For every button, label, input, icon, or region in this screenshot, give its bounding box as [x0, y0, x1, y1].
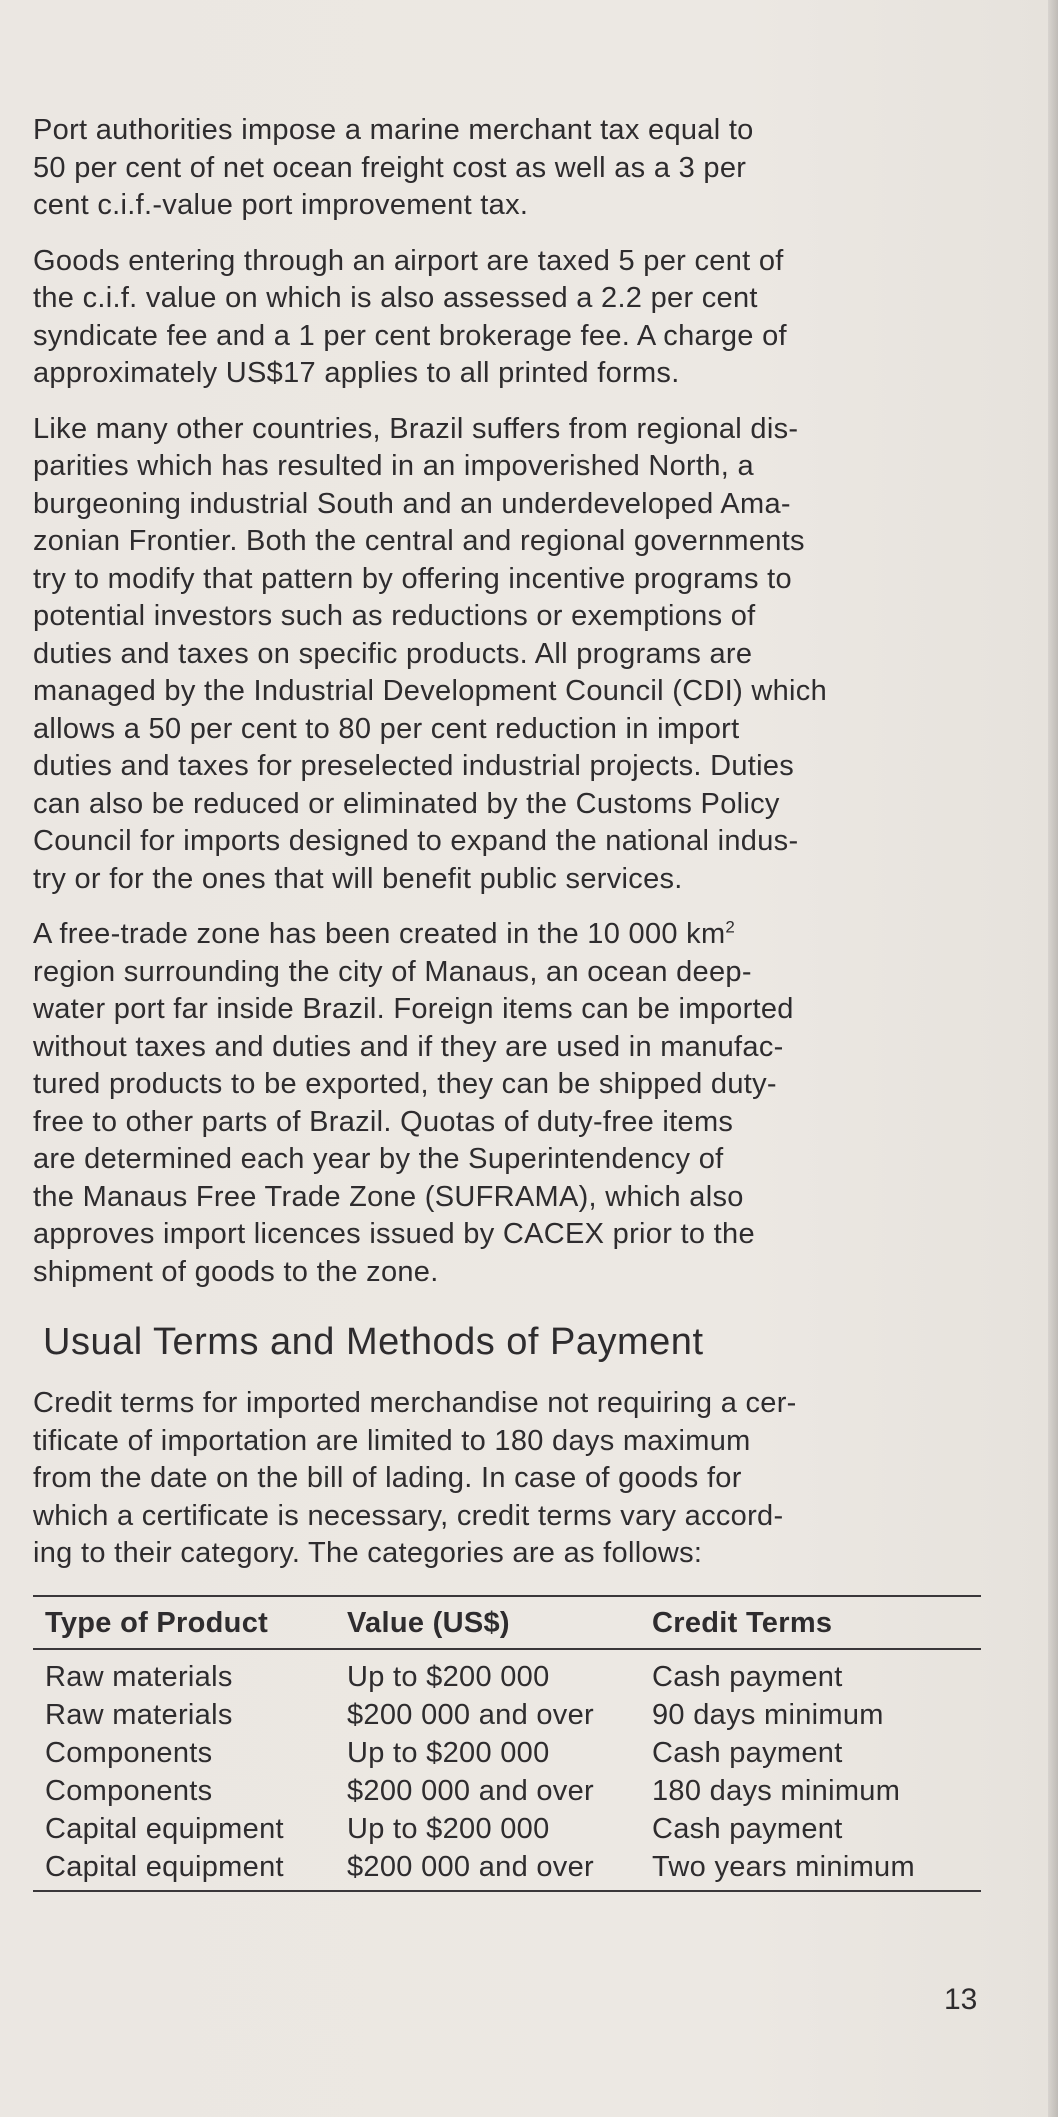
- cell-product: Components: [45, 1736, 213, 1769]
- paragraph-free-trade-zone: [33, 916, 983, 1291]
- cell-value: Up to $200 000: [347, 1736, 550, 1769]
- cell-value: $200 000 and over: [347, 1698, 594, 1731]
- section-heading: Usual Terms and Methods of Payment: [43, 1321, 704, 1363]
- cell-product: Raw materials: [45, 1660, 233, 1693]
- table-row: [33, 1848, 981, 1891]
- table-row: [33, 1734, 981, 1772]
- paragraph-port-authorities: Port authorities impose a marine merchant tax equal to 50 per cent of net ocean freight cost as well as a 3 per cent c.i.f.-value port improvement tax.: [33, 114, 754, 221]
- table-header-row: [33, 1596, 981, 1649]
- cell-value: Up to $200 000: [347, 1660, 550, 1693]
- cell-product: Raw materials: [45, 1698, 233, 1731]
- cell-product: Components: [45, 1774, 213, 1807]
- cell-value: $200 000 and over: [347, 1848, 652, 1891]
- cell-value: Up to $200 000: [347, 1812, 550, 1845]
- page-content: [33, 112, 983, 1892]
- payment-terms-table-wrapper: [33, 1595, 981, 1892]
- free-trade-text-rest: region surrounding the city of Manaus, an ocean deep- water port far inside Brazil. Foreign items can be imported without taxes and duties and if they are used in manufac- tured products to be exported, they can be shipped duty- free to other parts of Brazil. Quotas of duty-free items are determined each year by the Superintendency of the Manaus Free Trade Zone (SUFRAMA), which also approves import licences issued by CACEX prior to the shipment of goods to the zone.: [33, 955, 794, 1288]
- table-row: [33, 1649, 981, 1696]
- table-row: [33, 1696, 981, 1734]
- cell-credit-terms: Cash payment: [652, 1812, 843, 1845]
- table-row: [33, 1810, 981, 1848]
- paragraph-credit-terms: Credit terms for imported merchandise not requiring a cer- tificate of importation are limited to 180 days maximum from the date on the bill of lading. In case of goods for which a certificate is necessary, credit terms vary accord- ing to their category. The categories are as follows:: [33, 1387, 797, 1569]
- header-value: Value (US$): [347, 1606, 510, 1639]
- table-row: [33, 1772, 981, 1810]
- cell-product: Capital equipment: [45, 1812, 284, 1845]
- cell-credit-terms: 180 days minimum: [652, 1774, 901, 1807]
- cell-credit-terms: Cash payment: [652, 1736, 843, 1769]
- cell-credit-terms: Two years minimum: [652, 1848, 981, 1891]
- free-trade-text-start: A free-trade zone has been created in the 10 000 km: [33, 918, 726, 950]
- superscript-two: 2: [725, 917, 736, 937]
- page-edge: [1048, 0, 1058, 2117]
- header-credit-terms: Credit Terms: [652, 1606, 833, 1639]
- paragraph-regional-disparities: Like many other countries, Brazil suffers from regional dis- parities which has resulted in an impoverished North, a burgeoning industrial South and an underdeveloped Ama- zonian Frontier. Both the central and regional governments try to modify that pattern by offering incentive programs to potential investors such as reductions or exemptions of duties and taxes on specific products. All programs are managed by the Industrial Development Council (CDI) which allows a 50 per cent to 80 per cent reduction in import duties and taxes for preselected industrial projects. Duties can also be reduced or eliminated by the Customs Policy Council for imports designed to expand the national indus- try or for the ones that will benefit public services.: [33, 412, 828, 895]
- cell-credit-terms: Cash payment: [652, 1660, 843, 1693]
- header-type-of-product: Type of Product: [45, 1606, 269, 1639]
- cell-credit-terms: 90 days minimum: [652, 1698, 884, 1731]
- page-number: 13: [944, 1983, 978, 2016]
- paragraph-airport-taxes: Goods entering through an airport are taxed 5 per cent of the c.i.f. value on which is also assessed a 2.2 per cent syndicate fee and a 1 per cent brokerage fee. A charge of approximately US$17 applies to all printed forms.: [33, 244, 787, 389]
- cell-value: $200 000 and over: [347, 1774, 594, 1807]
- cell-product: Capital equipment: [33, 1848, 347, 1891]
- payment-terms-table: [33, 1595, 981, 1892]
